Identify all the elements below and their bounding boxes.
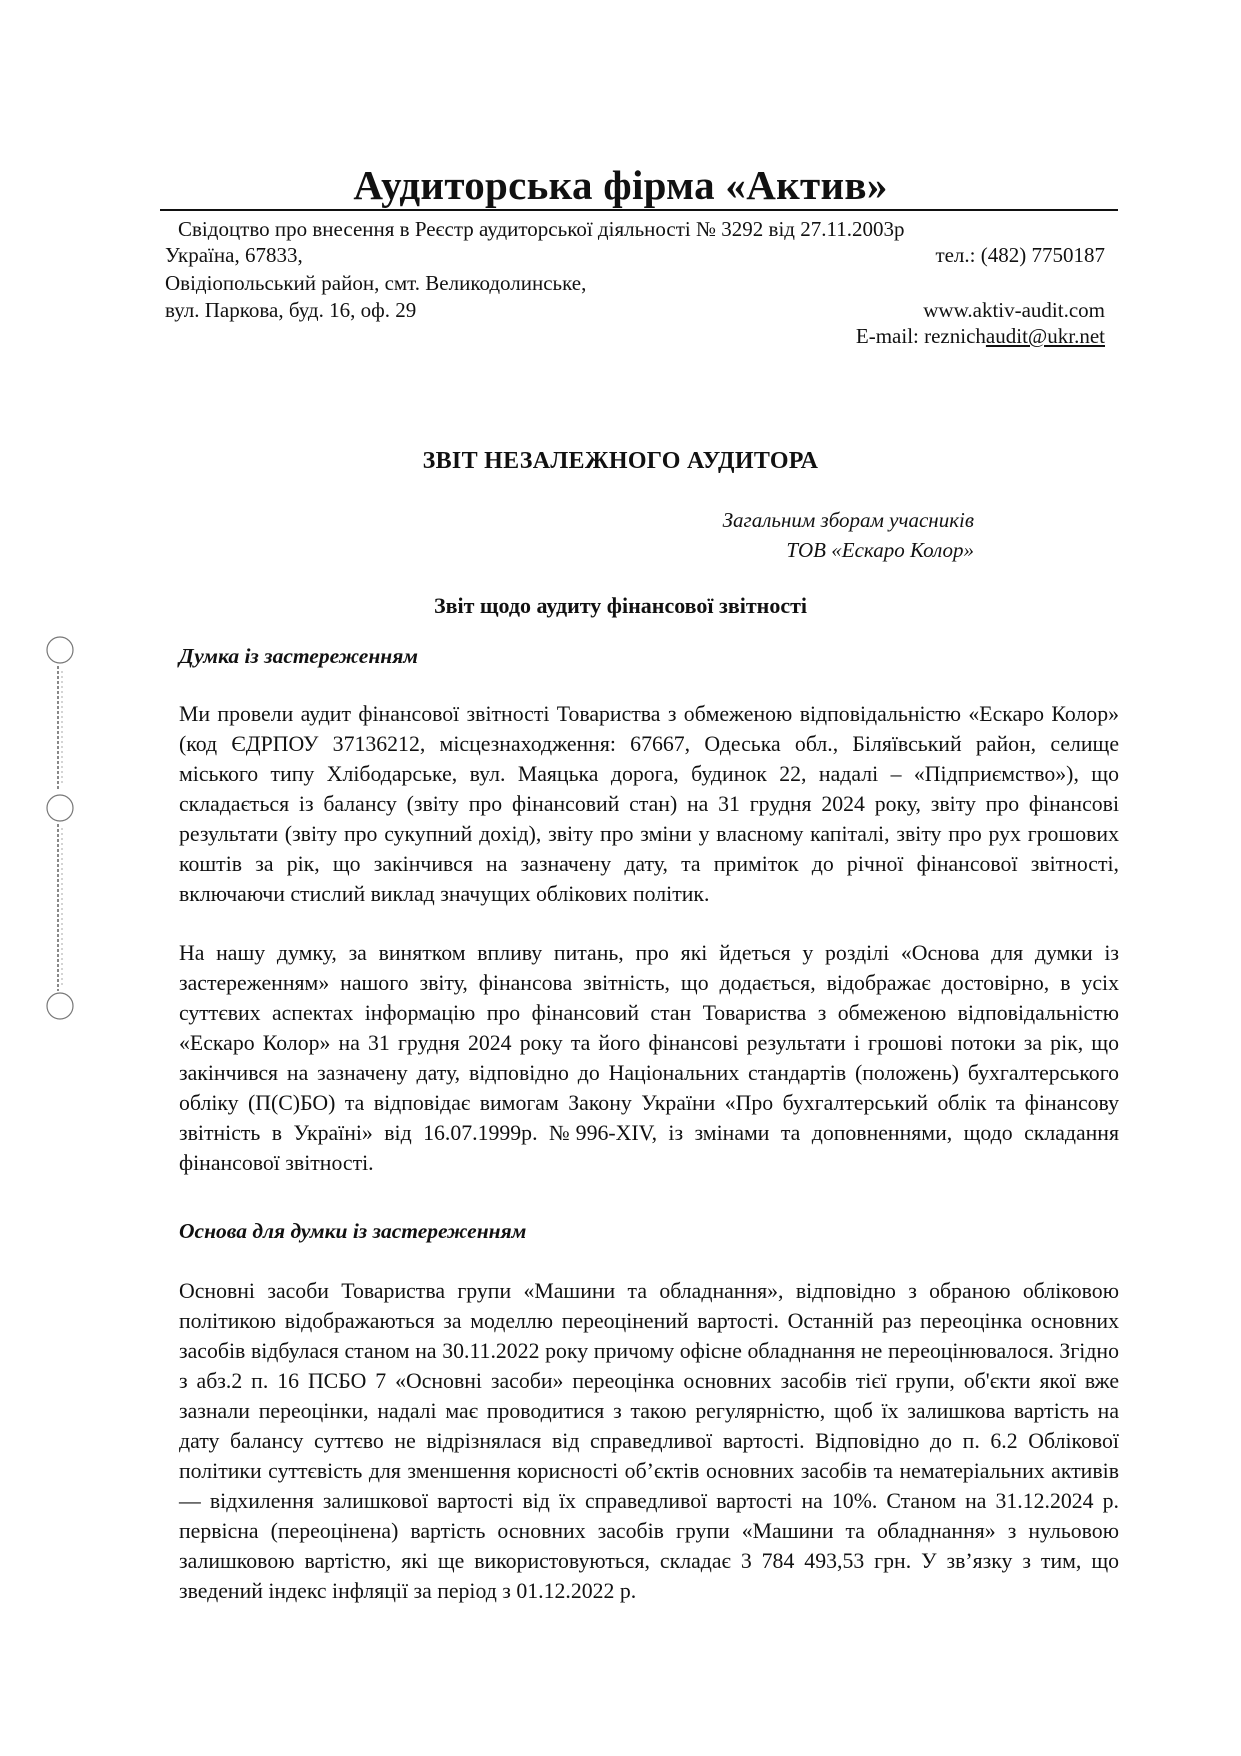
- address-line-2: Овідіопольський район, смт. Великодолинське,: [165, 271, 587, 295]
- phone: тел.: (482) 7750187: [935, 243, 1105, 267]
- section-title: Звіт щодо аудиту фінансової звітності: [433, 593, 808, 618]
- binder-holes: [40, 636, 80, 1136]
- address-line-3: вул. Паркова, буд. 16, оф. 29: [165, 298, 417, 322]
- addressee: [723, 505, 974, 565]
- email-link[interactable]: [856, 323, 1105, 349]
- email-domain: audit@ukr.net: [985, 324, 1105, 348]
- header-divider: [160, 209, 1118, 211]
- certificate-line: Свідоцтво про внесення в Реєстр аудиторської діяльності № 3292 від 27.11.2003р: [178, 217, 905, 241]
- address-line-1: Україна, 67833,: [165, 243, 303, 267]
- basis-paragraph-1: Основні засоби Товариства групи «Машини та обладнання», відповідно з обраною обліковою політикою відображаються за моделлю переоцінений вартості. Останній раз переоцінка основних засобів відбулася станом на 30.11.2022 року причому офісне обладнання не переоцінювалося. Згідно з абз.2 п. 16 ПСБО 7 «Основні засоби» переоцінка основних засобів тієї групи, об'єкти якої вже зазнали переоцінки, надалі має проводитися з такою регулярністю, щоб їх залишкова вартість на дату балансу суттєво не відрізнялася від справедливої вартості. Відповідно до п. 6.2 Облікової політики суттєвість для зменшення корисності об’єктів основних засобів та нематеріальних активів — відхилення залишкової вартості від їх справедливої вартості на 10%. Станом на 31.12.2024 р. первісна (переоцінена) вартість основних засобів групи «Машини та обладнання» з нульовою залишковою вартістю, які ще використовуються, складає 3 784 493,53 грн. У зв’язку з тим, що зведений індекс інфляції за період з 01.12.2022 р.: [179, 1279, 1119, 1603]
- opinion-paragraph-1: Ми провели аудит фінансової звітності Товариства з обмеженою відповідальністю «Ескаро Колор» (код ЄДРПОУ 37136212, місцезнаходження: 67667, Одеська обл., Біляївський район, селище міського типу Хлібодарське, вул. Маяцька дорога, будинок 22, надалі – «Підприємство»), що складається із балансу (звіту про фінансовий стан) на 31 грудня 2024 року, звіту про фінансові результати (звіту про сукупний дохід), звіту про зміни у власному капіталі, звіту про рух грошових коштів за рік, що закінчився на зазначену дату, та приміток до річної фінансової звітності, включаючи стислий виклад значущих облікових політик.: [179, 702, 1119, 906]
- firm-name: Аудиторська фірма «Актив»: [353, 162, 888, 208]
- basis-heading: Основа для думки із застереженням: [179, 1219, 527, 1243]
- email-prefix: E-mail: reznich: [855, 324, 986, 348]
- report-title: ЗВІТ НЕЗАЛЕЖНОГО АУДИТОРА: [422, 448, 819, 474]
- opinion-heading: Думка із застереженням: [179, 644, 419, 668]
- opinion-paragraph-2: На нашу думку, за винятком впливу питань, про які йдеться у розділі «Основа для думки із застереженням» нашого звіту, фінансова звітність, що додається, відображає достовірно, в усіх суттєвих аспектах інформацію про фінансовий стан Товариства з обмеженою відповідальністю «Ескаро Колор» на 31 грудня 2024 року та його фінансові результати і грошові потоки за рік, що закінчився на зазначену дату, відповідно до Національних стандартів (положень) бухгалтерського обліку (П(С)БО) та відповідає вимогам Закону України «Про бухгалтерський облік та фінансову звітність в Україні» від 16.07.1999р. №996-XIV, із змінами та доповненнями, щодо складання фінансової звітності.: [179, 941, 1119, 1175]
- website-link[interactable]: www.aktiv-audit.com: [923, 298, 1105, 322]
- addressee-line-2: ТОВ «Ескаро Колор»: [786, 538, 974, 562]
- addressee-line-1: Загальним зборам учасників: [722, 508, 974, 532]
